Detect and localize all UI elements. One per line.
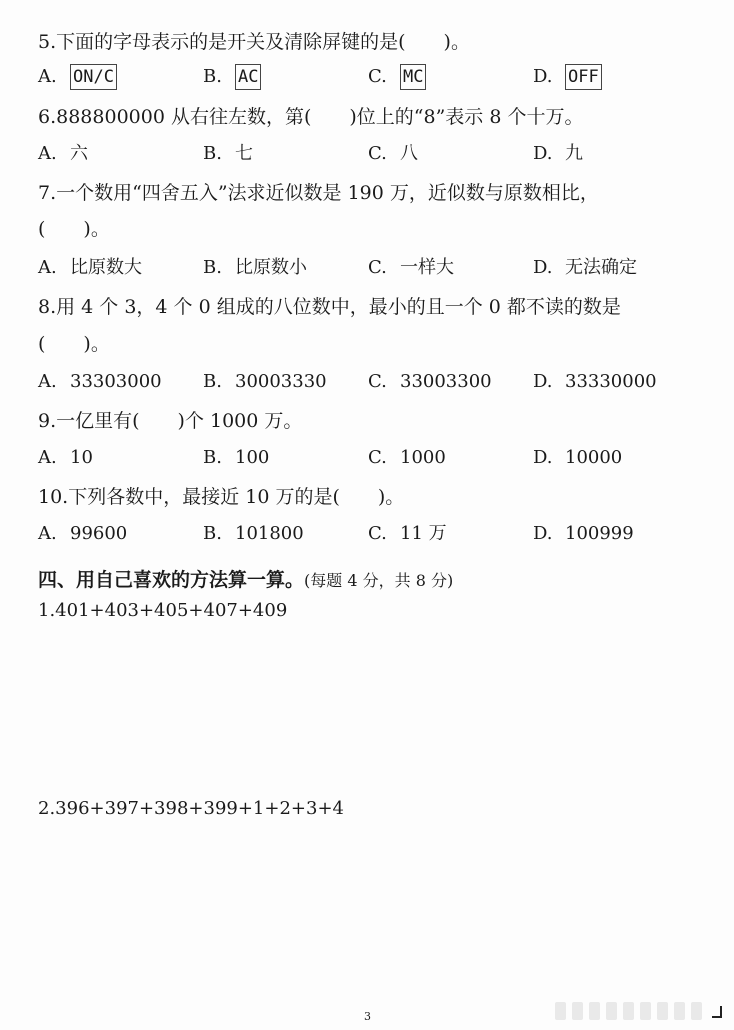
- calculator-key-off: OFF: [565, 64, 602, 90]
- thumbnail-mark: [640, 1002, 651, 1020]
- option-text: 七: [235, 143, 253, 164]
- option-text: 一样大: [400, 257, 454, 278]
- thumbnail-strip: [555, 1000, 715, 1022]
- option-label: D.: [533, 523, 553, 544]
- option-a: [38, 519, 127, 549]
- calc-item-2: 2.396+397+398+399+1+2+3+4: [38, 798, 344, 819]
- thumbnail-mark: [623, 1002, 634, 1020]
- option-d: [533, 253, 637, 283]
- option-a: [38, 139, 88, 169]
- question-7-options: [38, 253, 718, 283]
- thumbnail-mark: [674, 1002, 685, 1020]
- calculator-key-on-c: ON/C: [70, 64, 117, 90]
- thumbnail-mark: [691, 1002, 702, 1020]
- option-d: [533, 367, 657, 397]
- section-4-score-note: (每题 4 分，共 8 分): [304, 571, 454, 590]
- option-b: [203, 443, 269, 473]
- page-number: 3: [364, 1010, 371, 1023]
- question-6-options: [38, 139, 718, 169]
- thumbnail-mark: [555, 1002, 566, 1020]
- option-b: [203, 367, 327, 397]
- option-text: 100: [235, 447, 270, 468]
- option-c: [368, 367, 492, 397]
- option-label: D.: [533, 447, 553, 468]
- section-4-title: 四、用自己喜欢的方法算一算。: [38, 569, 305, 591]
- option-text: 九: [565, 143, 583, 164]
- option-c: [368, 443, 446, 473]
- corner-mark-icon: [712, 1006, 722, 1018]
- calculator-key-ac: AC: [235, 64, 261, 90]
- option-label: C.: [368, 371, 387, 392]
- option-text: 33330000: [565, 371, 657, 392]
- option-text: 33303000: [70, 371, 162, 392]
- option-c: [368, 62, 426, 92]
- option-d: [533, 62, 602, 92]
- thumbnail-mark: [606, 1002, 617, 1020]
- option-text: 10: [70, 447, 93, 468]
- option-a: [38, 367, 162, 397]
- option-label: C.: [368, 257, 387, 278]
- calc-item-1: 1.401+403+405+407+409: [38, 600, 288, 621]
- option-d: [533, 139, 583, 169]
- option-text: 33003300: [400, 371, 492, 392]
- option-text: 101800: [235, 523, 304, 544]
- thumbnail-mark: [572, 1002, 583, 1020]
- option-label: B.: [203, 66, 222, 87]
- question-9-stem: 9.一亿里有( )个 1000 万。: [38, 410, 303, 432]
- option-text: 比原数大: [70, 257, 142, 278]
- option-label: A.: [38, 371, 57, 392]
- option-label: A.: [38, 66, 57, 87]
- option-label: D.: [533, 257, 553, 278]
- option-c: [368, 139, 418, 169]
- question-5-options: [38, 62, 718, 92]
- option-label: B.: [203, 447, 222, 468]
- question-10-stem: 10.下列各数中，最接近 10 万的是( )。: [38, 486, 405, 508]
- option-c: [368, 519, 447, 549]
- option-text: 1000: [400, 447, 446, 468]
- option-text: 99600: [70, 523, 128, 544]
- option-label: A.: [38, 257, 57, 278]
- option-b: [203, 62, 261, 92]
- question-8-options: [38, 367, 718, 397]
- option-label: A.: [38, 523, 57, 544]
- option-b: [203, 139, 253, 169]
- option-a: [38, 253, 142, 283]
- question-10-options: [38, 519, 718, 549]
- thumbnail-mark: [589, 1002, 600, 1020]
- calculator-key-mc: MC: [400, 64, 426, 90]
- option-label: D.: [533, 371, 553, 392]
- option-b: [203, 519, 304, 549]
- option-label: C.: [368, 447, 387, 468]
- option-d: [533, 519, 634, 549]
- option-label: C.: [368, 523, 387, 544]
- question-8-stem-line2: ( )。: [38, 333, 110, 355]
- option-text: 六: [70, 143, 88, 164]
- question-7-stem: 7.一个数用“四舍五入”法求近似数是 190 万，近似数与原数相比，: [38, 182, 599, 204]
- option-label: D.: [533, 143, 553, 164]
- option-label: B.: [203, 143, 222, 164]
- option-label: C.: [368, 66, 387, 87]
- option-label: A.: [38, 143, 57, 164]
- question-9-options: [38, 443, 718, 473]
- option-label: B.: [203, 371, 222, 392]
- option-c: [368, 253, 454, 283]
- option-text: 比原数小: [235, 257, 307, 278]
- thumbnail-mark: [657, 1002, 668, 1020]
- option-b: [203, 253, 307, 283]
- option-text: 10000: [565, 447, 623, 468]
- option-text: 八: [400, 143, 418, 164]
- section-4-heading: [38, 565, 453, 592]
- option-a: [38, 62, 117, 92]
- option-label: A.: [38, 447, 57, 468]
- question-8-stem: 8.用 4 个 3，4 个 0 组成的八位数中，最小的且一个 0 都不读的数是: [38, 296, 621, 318]
- option-text: 100999: [565, 523, 634, 544]
- option-text: 11 万: [400, 523, 447, 544]
- question-6-stem: 6.888800000 从右往左数，第( )位上的“8”表示 8 个十万。: [38, 106, 584, 128]
- option-d: [533, 443, 622, 473]
- option-label: B.: [203, 257, 222, 278]
- question-5-stem: 5.下面的字母表示的是开关及清除屏键的是( )。: [38, 31, 470, 53]
- option-label: B.: [203, 523, 222, 544]
- question-7-stem-line2: ( )。: [38, 218, 110, 240]
- option-text: 30003330: [235, 371, 327, 392]
- option-a: [38, 443, 93, 473]
- option-text: 无法确定: [565, 257, 637, 278]
- option-label: D.: [533, 66, 553, 87]
- option-label: C.: [368, 143, 387, 164]
